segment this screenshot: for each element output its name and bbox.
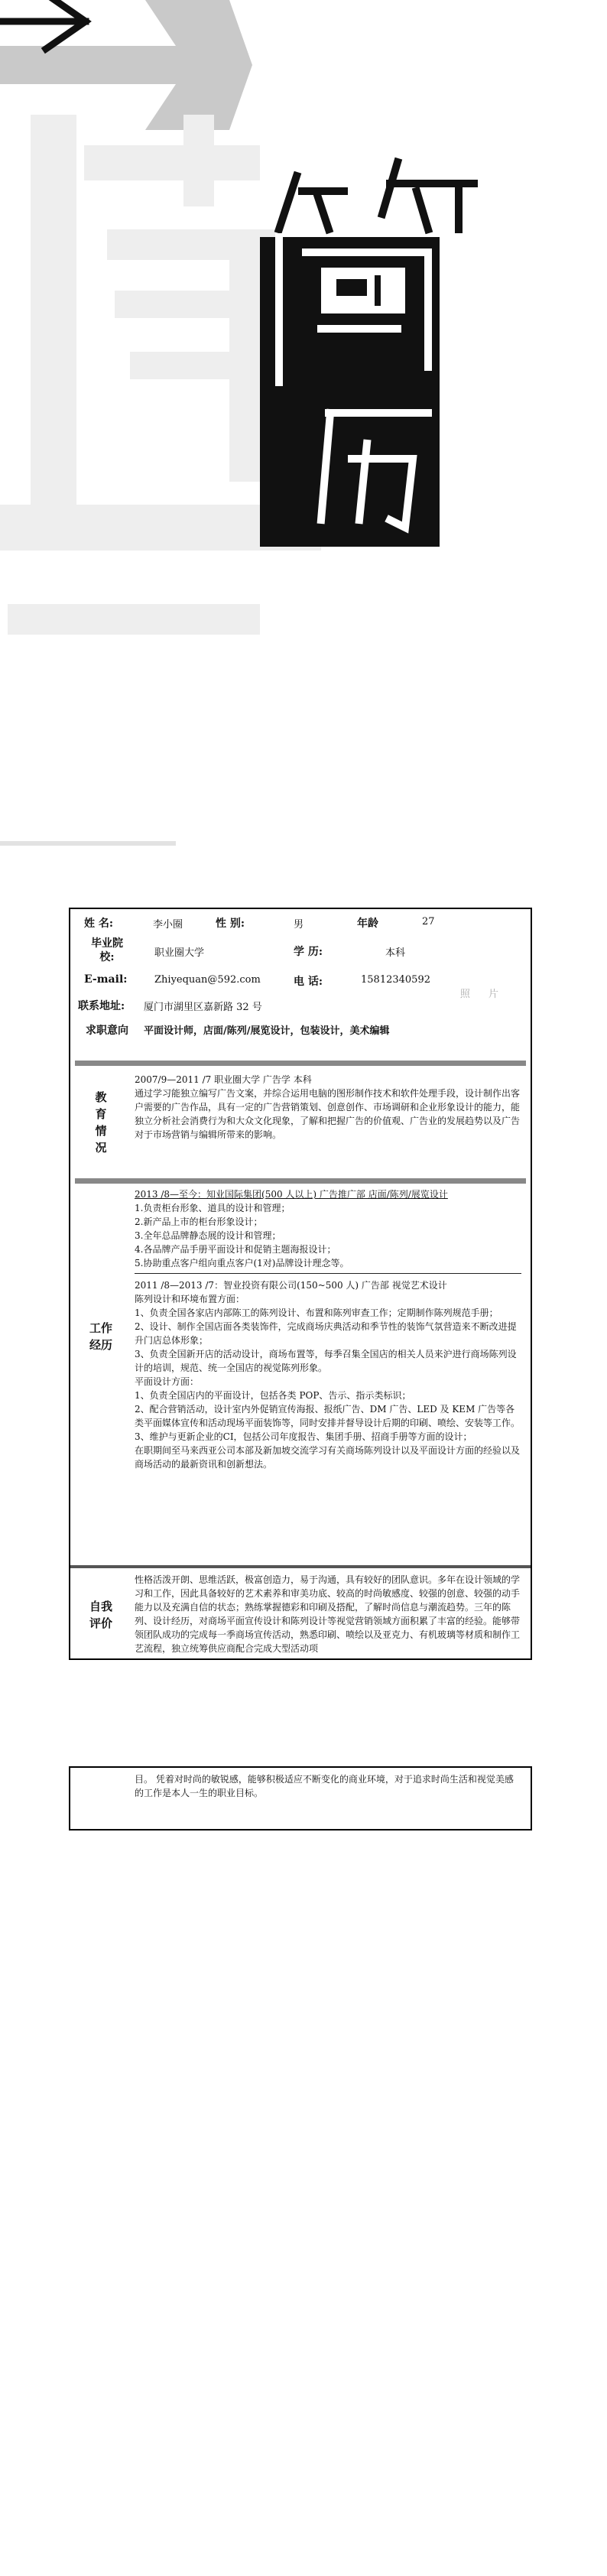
degree-value: 本科	[385, 947, 406, 959]
age-value: 27	[422, 916, 435, 927]
section-divider	[70, 1565, 531, 1568]
email-value: Zhiyequan@592.com	[154, 974, 261, 986]
school-label: 毕业院校:	[91, 937, 123, 963]
address-value: 厦门市湖里区嘉新路 32 号	[144, 1002, 262, 1013]
basic-info	[70, 909, 531, 1059]
education-description: 通过学习能独立编写广告文案，并综合运用电脑的图形制作技术和软件处理手段，设计制作出客户需要的广告作品，具有一定的广告营销策划、创意创作、市场调研和企业形象设计的能力，能独立分析社会消费行为和大众文化现象，了解和把握广告的价值观、广告业的发展趋势以及广告对于市场营销与编辑所带来的影响。	[135, 1088, 521, 1140]
job2-item: 1、负责全国各家店内部陈工的陈列设计、布置和陈列审查工作；定期制作陈列规范手册；	[135, 1307, 498, 1318]
job2-item: 2、设计、制作全国店面各类装饰件，完成商场庆典活动和季节性的装饰气氛营造来不断改进提升门店总体形象；	[135, 1321, 517, 1346]
job2-item: 1、负责全国店内的平面设计，包括各类 POP、告示、指示类标识；	[135, 1390, 411, 1401]
education-label: 教育情况	[95, 1090, 107, 1155]
job1-heading: 2013 /8—至今：知业国际集团(500 人以上) 广告推广部 店面/陈列/展览设计	[135, 1189, 448, 1200]
self-evaluation-section	[70, 1571, 531, 1658]
black-arrow-icon	[0, 0, 86, 49]
cover-artwork	[0, 0, 607, 864]
section-divider	[75, 1178, 526, 1184]
education-section	[70, 1070, 531, 1175]
gender-label: 性 别:	[216, 918, 245, 930]
name-label: 姓 名:	[84, 918, 114, 930]
education-entry: 2007/9—2011 /7 职业圈大学 广告学 本科	[135, 1074, 312, 1085]
age-label: 年龄	[357, 918, 378, 930]
job1-item: 3.全年总品牌静态展的设计和管理；	[135, 1230, 281, 1241]
intent-value: 平面设计师，店面/陈列/展览设计，包装设计，美术编辑	[144, 1025, 390, 1037]
job2-item: 陈列设计和环境布置方面：	[135, 1294, 245, 1304]
phone-value: 15812340592	[361, 974, 430, 986]
gender-value: 男	[294, 919, 304, 931]
address-label: 联系地址:	[78, 1000, 125, 1012]
cover-page	[0, 0, 607, 864]
work-label: 工作经历	[89, 1321, 112, 1352]
job2-item: 3、负责全国新开店的活动设计，商场布置等，每季召集全国店的相关人员来沪进行商场陈列设计的培训，规范、统一全国店的视觉陈列形象。	[135, 1349, 517, 1373]
job1-item: 2.新产品上市的柜台形象设计；	[135, 1217, 263, 1227]
self-evaluation-continued: 目。 凭着对时尚的敏锐感，能够积极适应不断变化的商业环境，对于追求时尚生活和视觉美感的工作是本人一生的职业目标。	[135, 1774, 514, 1798]
job1-item: 4.各品牌产品手册平面设计和促销主题海报设计；	[135, 1244, 336, 1255]
job2-item: 在职期间至马来西亚公司本部及新加坡交流学习有关商场陈列设计以及平面设计方面的经验以及商场活动的最新资讯和创新想法。	[135, 1445, 521, 1470]
job2-item: 3、维护与更新企业的CI，包括公司年度报告、集团手册、招商手册等方面的设计；	[135, 1431, 472, 1442]
resume-sheet	[69, 908, 532, 1660]
phone-label: 电 话:	[294, 976, 323, 988]
job-divider	[135, 1273, 521, 1274]
section-divider	[75, 1061, 526, 1066]
self-evaluation-label: 自我评价	[89, 1600, 112, 1630]
job2-heading: 2011 /8—2013 /7：智业投资有限公司(150~500 人) 广告部 视觉艺术设计	[135, 1280, 447, 1291]
intent-label: 求职意向	[86, 1025, 128, 1037]
job1-item: 5.协助重点客户组向重点客户(1对)品牌设计理念等。	[135, 1258, 349, 1269]
email-label: E-mail:	[84, 973, 128, 986]
photo-placeholder: 照 片	[459, 988, 507, 1000]
resume-sheet-continued	[69, 1766, 532, 1830]
name-value: 李小圈	[153, 919, 183, 931]
self-evaluation-text: 性格活泼开朗、思维活跃，极富创造力，易于沟通，具有较好的团队意识。多年在设计领域的学习和工作，因此具备较好的艺术素养和审美功底、较高的时尚敏感度、较强的创意、较强的动手能力以及充满自信的状态；熟练掌握德彩和印刷及搭配，了解时尚信息与潮流趋势。三年的陈列、设计经历，对商场平面宣传设计和陈列设计等视觉营销领域方面积累了丰富的经验。能够带领团队成功的完成每一季商场宣传活动，熟悉印刷、喷绘以及亚克力、有机玻璃等材质和制作工艺流程，独立统筹供应商配合完成大型活动项	[135, 1574, 521, 1654]
job2-item: 平面设计方面：	[135, 1376, 200, 1387]
work-section	[70, 1186, 531, 1487]
job2-item: 2、配合营销活动，设计室内外促销宣传海报、报纸广告、DM 广告、LED 及 KEM 广告等各类平面媒体宣传和活动现场平面装饰等，同时安排并督导设计后期的印刷、喷绘、安装等工作。	[135, 1404, 521, 1428]
degree-label: 学 历:	[294, 946, 323, 958]
school-value: 职业圈大学	[154, 947, 205, 959]
job1-item: 1.负责柜台形象、道具的设计和管理；	[135, 1203, 291, 1213]
